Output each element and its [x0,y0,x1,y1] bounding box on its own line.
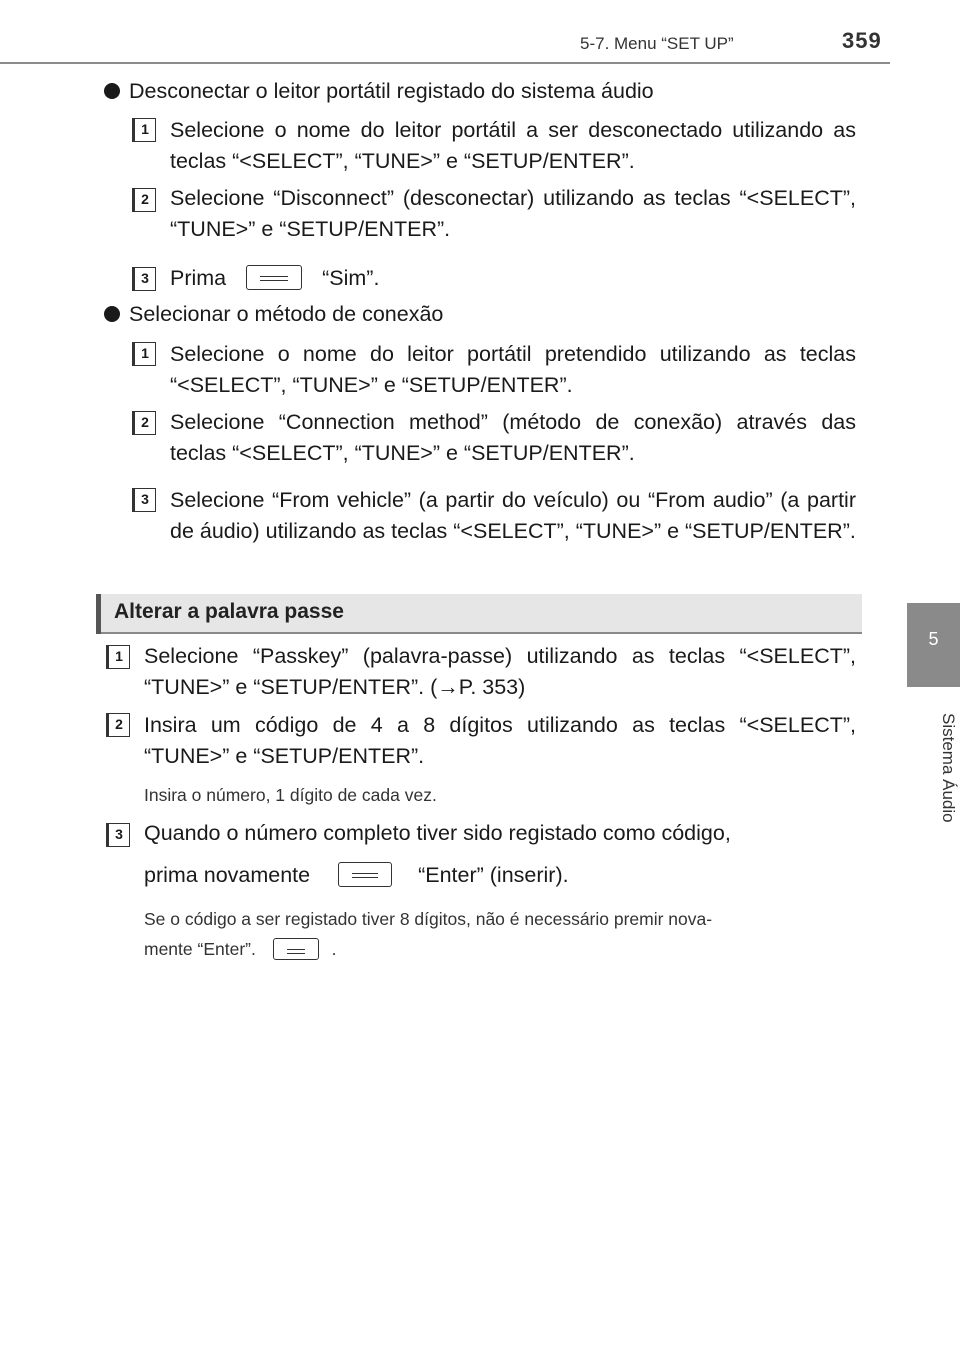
step-text-prefix: Prima [170,266,227,290]
step-number: 2 [132,411,156,435]
step-note-prefix: mente “Enter”. [144,939,256,959]
bullet-connection [104,299,443,330]
step-text: Selecione “Passkey” (palavra-passe) utilizando as teclas “<SELECT”, “TUNE>” e “SETUP/ENTER”. (→P. 353) [144,644,856,699]
step-text: Selecione o nome do leitor portátil a ser desconectado utilizando as teclas “<SELECT”, “TUNE>” e “SETUP/ENTER”. [170,118,856,173]
step-note-line2 [144,934,336,964]
bullet-connection-text: Selecionar o método de conexão [129,302,444,326]
step-number: 2 [132,188,156,212]
section-heading-bar [96,594,862,634]
page-header [0,0,960,70]
step-text [170,263,379,294]
section-title: 5-7. Menu “SET UP” [580,34,734,53]
step-text-line2 [144,860,569,891]
bullet-disconnect [104,76,654,107]
bullet-dot [104,83,120,99]
step-text: Selecione “From vehicle” (a partir do veículo) ou “From audio” (a partir de áudio) utilizando as teclas “<SELECT”, “TUNE>” e “SETUP/ENTER”. [170,488,856,543]
step-number: 1 [132,118,156,142]
step-note: Insira o número, 1 dígito de cada vez. [144,785,437,805]
step-number: 2 [106,713,130,737]
step-text-suffix: “Sim”. [322,266,380,290]
chapter-number: 5 [928,629,939,649]
step-text-suffix: “Enter” (inserir). [418,863,569,887]
step-text-line1: Quando o número completo tiver sido registado como código, [144,821,731,845]
enter-key-icon [338,862,392,887]
chapter-label: Sistema Áudio [939,712,958,823]
enter-key-icon [246,265,302,290]
enter-key-icon [273,938,319,960]
step-number: 1 [106,645,130,669]
bullet-disconnect-text: Desconectar o leitor portátil registado do sistema áudio [129,79,654,103]
step-note-suffix: . [331,939,337,959]
step-text: Selecione “Disconnect” (desconectar) utilizando as teclas “<SELECT”, “TUNE>” e “SETUP/ENTER”. [170,186,856,241]
chapter-tab [907,603,960,687]
step-note-line1: Se o código a ser registado tiver 8 dígitos, não é necessário premir nova- [144,909,713,929]
page-number: 359 [842,28,882,53]
bullet-dot [104,306,120,322]
step-number: 3 [106,823,130,847]
step-number: 3 [132,267,156,291]
section-heading: Alterar a palavra passe [114,600,344,623]
step-text: Selecione o nome do leitor portátil pretendido utilizando as teclas “<SELECT”, “TUNE>” e “SETUP/ENTER”. [170,342,856,397]
step-text-prefix: prima novamente [144,863,311,887]
step-number: 3 [132,488,156,512]
step-number: 1 [132,342,156,366]
header-rule [0,62,890,64]
step-text: Selecione “Connection method” (método de conexão) através das teclas “<SELECT”, “TUNE>” e “SETUP/ENTER”. [170,410,856,465]
step-text: Insira um código de 4 a 8 dígitos utilizando as teclas “<SELECT”, “TUNE>” e “SETUP/ENTER”. [144,713,856,768]
